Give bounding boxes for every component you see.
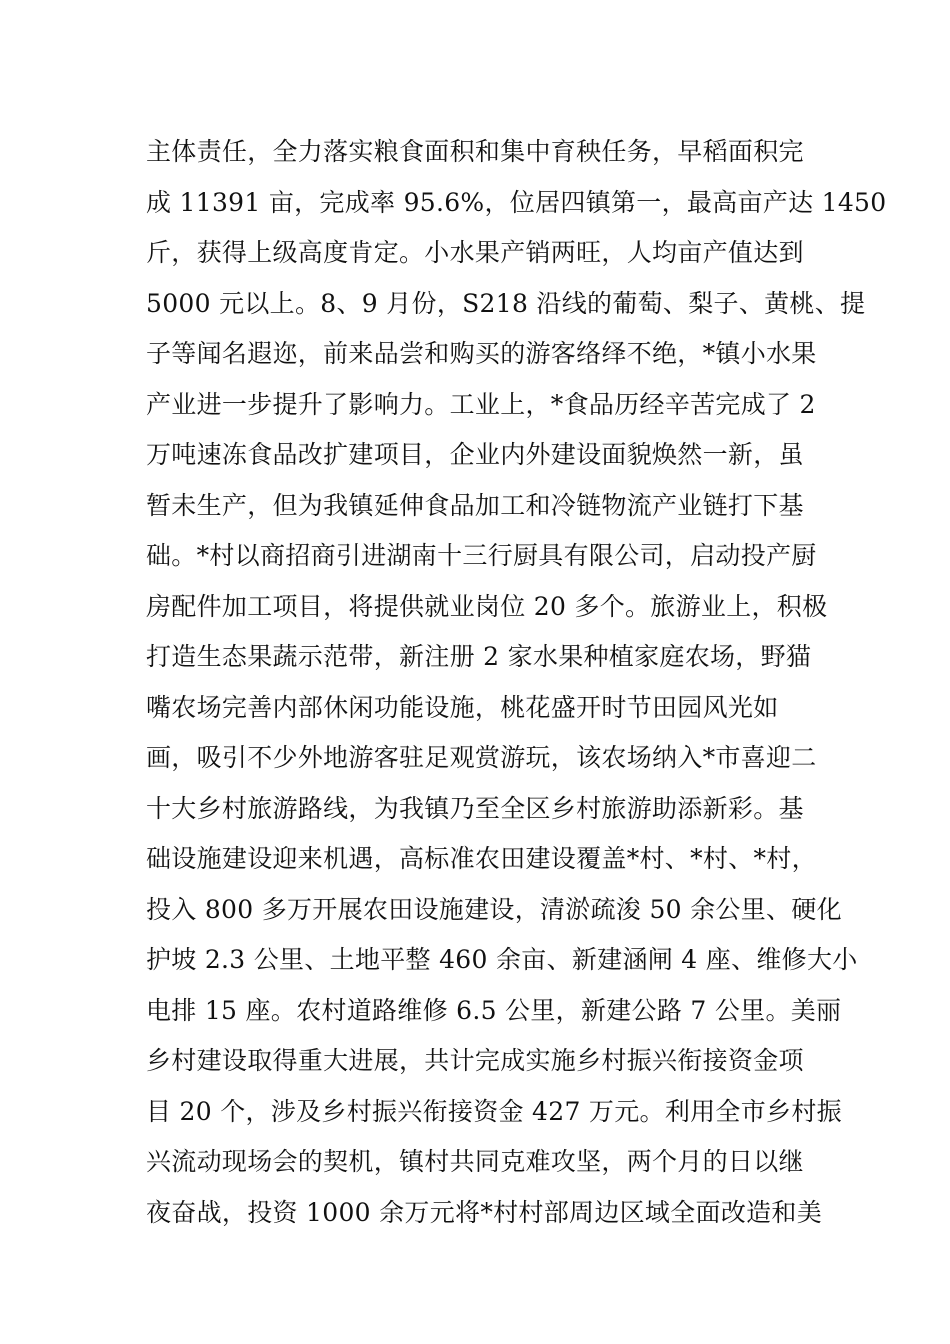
text-line: 成 11391 亩，完成率 95.6%，位居四镇第一，最高亩产达 1450 <box>146 187 887 217</box>
text-line: 打造生态果蔬示范带，新注册 2 家水果种植家庭农场，野猫 <box>146 642 812 671</box>
text-line: 斤，获得上级高度肯定。小水果产销两旺，人均亩产值达到 <box>146 238 804 267</box>
text-line: 画，吸引不少外地游客驻足观赏游玩，该农场纳入*市喜迎二 <box>146 743 817 772</box>
text-line: 子等闻名遐迩，前来品尝和购买的游客络绎不绝，*镇小水果 <box>146 339 817 368</box>
text-line: 房配件加工项目，将提供就业岗位 20 多个。旅游业上，积极 <box>146 591 828 621</box>
text-line: 目 20 个，涉及乡村振兴衔接资金 427 万元。利用全市乡村振 <box>146 1096 842 1126</box>
text-line: 础设施建设迎来机遇，高标准农田建设覆盖*村、*村、*村， <box>146 844 817 873</box>
text-line: 夜奋战，投资 1000 余万元将*村村部周边区域全面改造和美 <box>146 1197 823 1227</box>
text-line: 护坡 2.3 公里、土地平整 460 余亩、新建涵闸 4 座、维修大小 <box>146 945 858 974</box>
text-line: 兴流动现场会的契机，镇村共同克难攻坚，两个月的日以继 <box>146 1147 804 1176</box>
text-line: 产业进一步提升了影响力。工业上，*食品历经辛苦完成了 2 <box>146 389 816 419</box>
text-line: 础。*村以商招商引进湖南十三行厨具有限公司，启动投产厨 <box>146 541 817 570</box>
text-line: 电排 15 座。农村道路维修 6.5 公里，新建公路 7 公里。美丽 <box>146 995 842 1025</box>
text-line: 万吨速冻食品改扩建项目，企业内外建设面貌焕然一新，虽 <box>146 440 804 469</box>
text-line: 主体责任，全力落实粮食面积和集中育秧任务，早稻面积完 <box>146 137 804 166</box>
text-line: 5000 元以上。8、9 月份，S218 沿线的葡萄、梨子、黄桃、提 <box>146 288 866 318</box>
text-line: 十大乡村旅游路线，为我镇乃至全区乡村旅游助添新彩。基 <box>146 793 804 823</box>
text-line: 乡村建设取得重大进展，共计完成实施乡村振兴衔接资金项 <box>146 1046 804 1075</box>
text-line: 投入 800 多万开展农田设施建设，清淤疏浚 50 余公里、硬化 <box>146 894 842 924</box>
body-text <box>146 127 887 1238</box>
text-line: 暂未生产，但为我镇延伸食品加工和冷链物流产业链打下基 <box>146 490 804 520</box>
text-line: 嘴农场完善内部休闲功能设施，桃花盛开时节田园风光如 <box>146 692 779 722</box>
